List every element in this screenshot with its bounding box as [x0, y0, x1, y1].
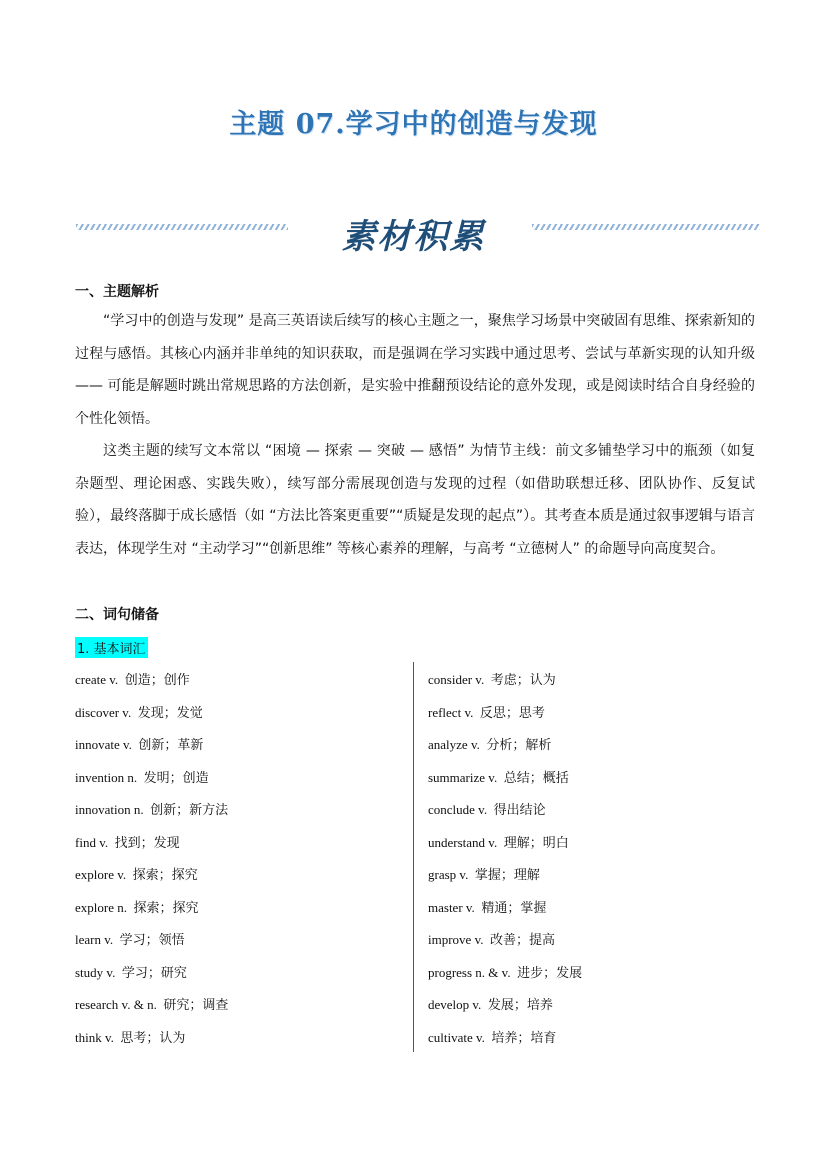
banner-heading: 素材积累 [341, 217, 486, 257]
vocab-english: innovate v. [75, 737, 132, 752]
vocab-english: innovation n. [75, 802, 144, 817]
vocab-item-right [428, 1027, 556, 1046]
vocab-item-left [75, 864, 198, 883]
vocab-item-left [75, 994, 228, 1013]
vocab-chinese: 发明；创造 [143, 770, 209, 786]
paragraph-1: “学习中的创造与发现” 是高三英语读后续写的核心主题之一，聚焦学习场景中突破固有思维、探索新知的过程与感悟。其核心内涵并非单纯的知识获取，而是强调在学习实践中通过思考、尝试与革新实现的认知升级 —— 可能是解题时跳出常规思路的方法创新，是实验中推翻预设结论的意外发现，或是阅读时结合自身经验的个性化领悟。 [75, 313, 755, 427]
vocab-english: conclude v. [428, 802, 488, 817]
vocab-english: consider v. [428, 672, 485, 687]
vocab-item-right [428, 929, 555, 948]
vocab-english: think v. [75, 1029, 114, 1045]
vocab-chinese: 反思；思考 [479, 705, 545, 721]
vocab-chinese: 得出结论 [493, 803, 546, 818]
vocab-chinese: 研究；调查 [163, 998, 229, 1013]
vocab-english: cultivate v. [428, 1029, 485, 1045]
vocab-chinese: 创新；革新 [138, 738, 204, 753]
vocab-chinese: 培养；培育 [491, 1030, 557, 1046]
vocab-chinese: 思考；认为 [120, 1030, 186, 1046]
vocab-chinese: 创新；新方法 [150, 803, 229, 818]
vocab-item-left [75, 832, 180, 851]
vocab-english: progress n. & v. [428, 964, 511, 980]
vocab-chinese: 总结；概括 [503, 770, 569, 786]
vocab-english: learn v. [75, 932, 114, 947]
vocab-english: improve v. [428, 932, 484, 947]
vocab-chinese: 考虑；认为 [490, 673, 556, 688]
section-heading-analysis: 一、主题解析 [75, 284, 159, 300]
vocab-item-left [75, 799, 228, 818]
vocab-english: understand v. [428, 834, 498, 850]
vocab-chinese: 创造；创作 [124, 673, 190, 688]
column-divider [413, 662, 414, 1052]
vocab-chinese: 掌握；理解 [474, 868, 540, 883]
vocab-item-right [428, 864, 540, 883]
vocab-chinese: 探索；探究 [133, 900, 199, 916]
vocab-chinese: 探索；探究 [132, 868, 198, 883]
vocab-item-left [75, 929, 185, 948]
vocab-item-right [428, 994, 553, 1013]
vocab-item-right [428, 767, 569, 786]
vocab-item-left [75, 734, 203, 753]
vocab-chinese: 找到；发现 [114, 835, 180, 851]
vocab-item-left [75, 1027, 185, 1046]
vocab-chinese: 精通；掌握 [481, 900, 547, 916]
vocab-english: find v. [75, 834, 109, 850]
vocab-english: master v. [428, 899, 475, 915]
vocab-english: study v. [75, 964, 116, 980]
vocab-english: summarize v. [428, 769, 498, 785]
vocab-item-left [75, 962, 187, 981]
document-title: 主题 07.学习中的创造与发现 [229, 109, 598, 140]
vocab-item-right [428, 832, 569, 851]
vocab-item-right [428, 962, 582, 981]
vocab-english: research v. & n. [75, 997, 157, 1012]
vocab-english: develop v. [428, 997, 482, 1012]
vocab-item-left [75, 702, 203, 721]
vocab-chinese: 学习；研究 [121, 965, 187, 981]
vocab-chinese: 发展；培养 [487, 998, 553, 1013]
vocab-item-left [75, 767, 209, 786]
vocab-item-left [75, 669, 190, 688]
section-heading-vocabulary: 二、词句储备 [75, 607, 159, 623]
vocab-english: discover v. [75, 704, 132, 720]
vocab-english: explore v. [75, 867, 127, 882]
paragraph-2: 这类主题的续写文本常以 “困境 — 探索 — 突破 — 感悟” 为情节主线：前文多铺垫学习中的瓶颈（如复杂题型、理论困惑、实践失败），续写部分需展现创造与发现的过程（如借助联想迁移、团队协作、反复试验），最终落脚于成长感悟（如 “方法比答案更重要”“质疑是发现的起点”）。其考查本质是通过叙事逻辑与语言表达，体现学生对 “主动学习”“创新思维” 等核心素养的理解，与高考 “立德树人” 的命题导向高度契合。 [75, 443, 755, 557]
subheading-basic-vocabulary: 1. 基本词汇 [75, 637, 148, 658]
vocab-chinese: 理解；明白 [503, 835, 569, 851]
vocab-english: invention n. [75, 769, 138, 785]
vocab-item-right [428, 897, 546, 916]
vocab-english: explore n. [75, 899, 127, 915]
vocab-chinese: 改善；提高 [489, 933, 555, 948]
vocab-item-right [428, 799, 546, 818]
vocab-chinese: 学习；领悟 [119, 933, 185, 948]
vocab-chinese: 进步；发展 [517, 965, 583, 981]
vocab-chinese: 分析；解析 [486, 738, 552, 753]
vocab-item-right [428, 702, 545, 721]
vocab-item-right [428, 669, 556, 688]
vocab-english: analyze v. [428, 737, 480, 752]
vocab-item-left [75, 897, 199, 916]
vocab-chinese: 发现；发觉 [137, 705, 203, 721]
vocab-english: create v. [75, 672, 119, 687]
vocab-item-right [428, 734, 551, 753]
vocab-english: grasp v. [428, 867, 469, 882]
vocab-english: reflect v. [428, 704, 474, 720]
